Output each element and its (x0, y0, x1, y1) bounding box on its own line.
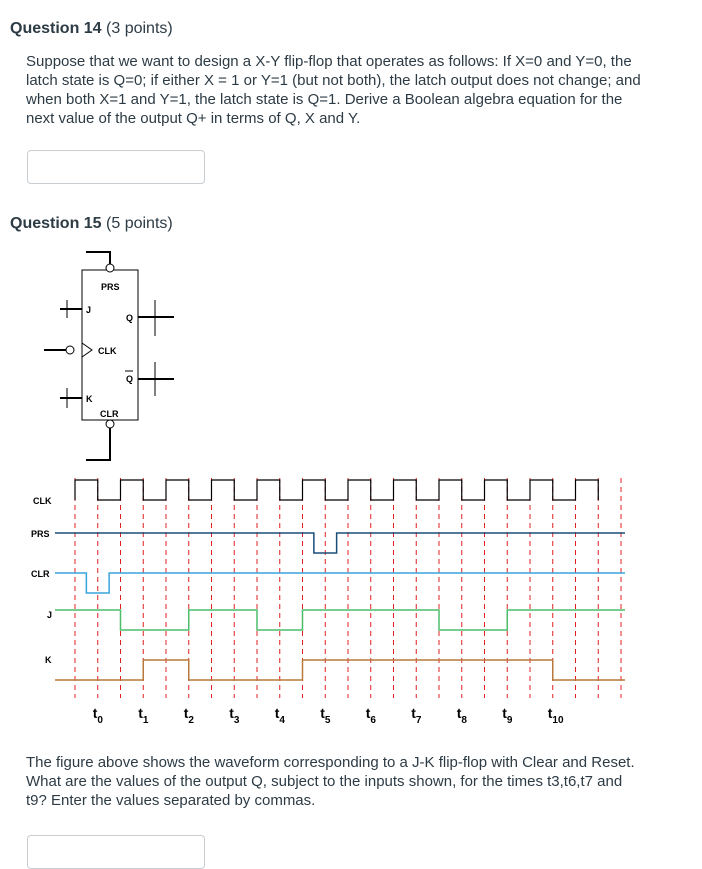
signal-label-prs: PRS (31, 529, 50, 539)
question-15-points: (5 points) (106, 215, 173, 232)
question-14-title: Question 14 (10, 20, 102, 37)
time-label-t9: $t_9$ (502, 705, 513, 726)
clk-bubble (66, 346, 74, 354)
k-waveform (55, 660, 625, 680)
question-15-answer-input[interactable] (27, 835, 205, 869)
clr-waveform (55, 573, 625, 593)
prs-input-line (86, 252, 110, 264)
question-15-heading (10, 215, 173, 233)
prs-waveform (55, 533, 625, 553)
clr-label: CLR (100, 409, 119, 419)
question-15-title: Question 15 (10, 215, 102, 232)
signal-label-k: K (45, 655, 52, 665)
j-waveform (55, 610, 625, 630)
qbar-label: Q (126, 374, 134, 384)
time-label-t5: $t_5$ (320, 705, 331, 726)
question-14-points: (3 points) (106, 20, 173, 37)
time-label-t8: $t_8$ (456, 705, 467, 726)
question-14-answer-input[interactable] (27, 150, 205, 184)
clk-label: CLK (98, 346, 117, 356)
clk-triangle (82, 343, 92, 357)
question-14-heading (10, 20, 173, 38)
time-label-t1: $t_1$ (138, 705, 149, 726)
time-label-t7: $t_7$ (411, 705, 422, 726)
k-label: K (86, 394, 93, 404)
prs-label: PRS (101, 282, 120, 292)
time-label-t0: $t_0$ (92, 705, 103, 726)
timing-diagram (0, 470, 702, 735)
signal-label-clk: CLK (33, 496, 52, 506)
question-14-text: Suppose that we want to design a X-Y flip-flop that operates as follows: If X=0 and Y=0, the latch state is Q=0; if either X = 1 or Y=1 (but not both), the latch output does not change; and when both X=1 and Y=1, the latch state is Q=1. Derive a Boolean algebra equation for the next value of the output Q+ in terms of Q, X and Y. (26, 53, 641, 127)
signal-label-clr: CLR (31, 569, 50, 579)
j-label: J (86, 305, 92, 315)
jk-flipflop-diagram (0, 240, 200, 470)
time-label-t2: $t_2$ (183, 705, 194, 726)
clr-bubble (106, 420, 114, 428)
time-label-t6: $t_6$ (365, 705, 376, 726)
q-label: Q (126, 313, 134, 323)
clr-input-line (86, 428, 110, 460)
time-label-t10: $t_{10}$ (547, 705, 564, 726)
time-label-t4: $t_4$ (274, 705, 285, 726)
prs-bubble (106, 264, 114, 272)
question-15-text: The figure above shows the waveform corresponding to a J-K flip-flop with Clear and Reset. What are the values of the output Q, subject to the inputs shown, for the times t3,t6,t7 and t9? Enter the values separated by commas. (26, 754, 635, 809)
clk-waveform (75, 480, 598, 500)
signal-label-j: J (47, 610, 53, 620)
time-label-t3: $t_3$ (229, 705, 240, 726)
